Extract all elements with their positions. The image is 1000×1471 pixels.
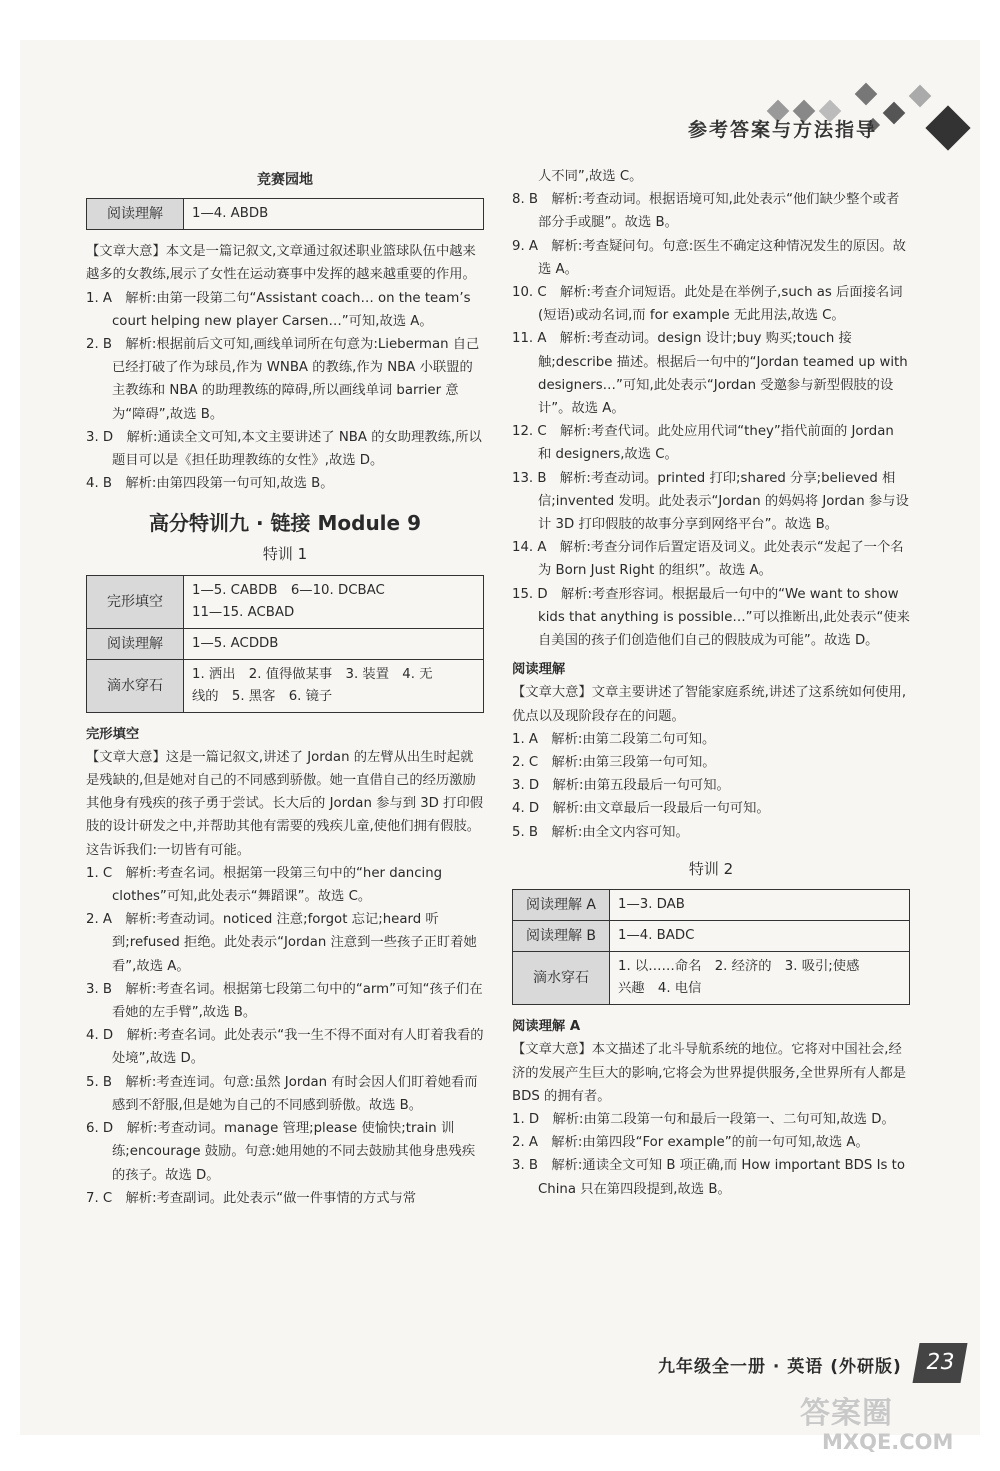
answer-item: 1. A 解析:由第二段第二句可知。 (512, 731, 716, 747)
answer-item: 2. A 解析:由第四段“For example”的前一句可知,故选 A。 (512, 1135, 869, 1151)
table-key: 阅读理解 (87, 628, 184, 659)
right-column (512, 165, 910, 1201)
answer-item: 3. D 解析:由第五段最后一句可知。 (512, 778, 730, 794)
table-key: 滴水穿石 (87, 659, 184, 712)
answer-item: 4. D 解析:考查名词。此处表示“我一生不得不面对有人盯着我看的处境”,故选 D。 (86, 1028, 484, 1067)
article-summary: 【文章大意】文章主要讲述了智能家庭系统,讲述了这系统如何使用,优点以及现阶段存在的问题。 (512, 685, 907, 724)
answer-item: 8. B 解析:考查动词。根据语境可知,此处表示“他们缺少整个或者部分手或腿”。故选 B。 (512, 192, 900, 231)
table-key: 完形填空 (87, 575, 184, 628)
sub-title-training-2: 特训 2 (688, 859, 734, 878)
section-title-contest: 竞赛园地 (257, 172, 313, 188)
answer-table-training-1 (86, 575, 484, 713)
article-summary: 【文章大意】本文描述了北斗导航系统的地位。它将对中国社会,经济的发展产生巨大的影响,它将会为世界提供服务,全世界所有人都是 BDS 的拥有者。 (512, 1042, 907, 1104)
left-column (86, 165, 484, 1210)
table-value-line: 1—3. DAB (618, 897, 685, 913)
answer-item: 4. B 解析:由第四段第一句可知,故选 B。 (86, 476, 334, 492)
table-value: 1—4. ABDB (184, 199, 484, 230)
table-key: 阅读理解 (87, 199, 184, 230)
answer-item: 11. A 解析:考查动词。design 设计;buy 购买;touch 接触;describe 描述。根据后一句中的“Jordan teamed up with designers…”可知,此处表示“Jordan 受邀参与新型假肢的设计”。故选 A。 (512, 331, 908, 417)
article-summary: 【文章大意】这是一篇记叙文,讲述了 Jordan 的左臂从出生时起就是残缺的,但是她对自己的不同感到骄傲。她一直借自己的经历激励其他身有残疾的孩子勇于尝试。长大后的 Jordan 参与到 3D 打印假肢的设计研发之中,并帮助其他有需要的残疾儿童,使他们拥有假肢。这告诉我们:一切皆有可能。 (86, 749, 484, 858)
answer-item: 13. B 解析:考查动词。printed 打印;shared 分享;believed 相信;invented 发明。此处表示“Jordan 的妈妈将 Jordan 参与设计 3D 打印假肢的故事分享到网络平台”。故选 B。 (512, 470, 909, 533)
table-key: 阅读理解 B (513, 921, 610, 952)
table-key: 滴水穿石 (513, 952, 610, 1005)
table-row (87, 199, 484, 230)
table-value-line: 1—4. BADC (618, 928, 695, 944)
answer-item: 9. A 解析:考查疑问句。句意:医生不确定这种情况发生的原因。故选 A。 (512, 238, 906, 277)
answer-item: 4. D 解析:由文章最后一段最后一句可知。 (512, 801, 770, 817)
answer-table-contest (86, 198, 484, 230)
table-value (610, 952, 910, 1005)
table-row (87, 628, 484, 659)
reading-title: 阅读理解 (512, 662, 566, 678)
answer-item: 1. D 解析:由第二段第一句和最后一段第一、二句可知,故选 D。 (512, 1111, 895, 1127)
watermark-logo: 答案圈 (800, 1396, 893, 1431)
module-title: 高分特训九 · 链接 Module 9 (149, 511, 421, 536)
header-title: 参考答案与方法指导 (688, 119, 878, 141)
table-row (87, 659, 484, 712)
answer-item: 12. C 解析:考查代词。此处应用代词“they”指代前面的 Jordan 和 designers,故选 C。 (512, 424, 894, 463)
table-value-line: 兴趣 4. 电信 (618, 981, 702, 997)
answer-item: 10. C 解析:考查介词短语。此处是在举例子,such as 后面接名词(短语)或动名词,而 for example 无此用法,故选 C。 (512, 285, 903, 324)
table-value-line: 1. 洒出 2. 值得做某事 3. 装置 4. 无 (192, 666, 433, 682)
table-value (610, 921, 910, 952)
answer-item: 1. A 解析:由第一段第二句“Assistant coach… on the team’s court helping new player Carsen…”可知,故选 A。 (86, 290, 471, 329)
table-value (184, 659, 484, 712)
reading-a-title: 阅读理解 A (512, 1019, 581, 1035)
answer-item: 15. D 解析:考查形容词。根据最后一句中的“We want to show kids that anything is possible…”可以推断出,此处表示“使来自美国的孩子们创造他们自己的假肢成为可能”。故选 D。 (512, 586, 910, 649)
table-row (513, 921, 910, 952)
answer-item: 5. B 解析:由全文内容可知。 (512, 824, 689, 840)
answer-table-training-2 (512, 889, 910, 1005)
table-row (87, 575, 484, 628)
answer-item: 2. B 解析:根据前后文可知,画线单词所在句意为:Lieberman 自己已经打破了作为球员,作为 WNBA 的教练,作为 NBA 小联盟的主教练和 NBA 的助理教练的障碍,所以画线单词 barrier 意为“障碍”,故选 B。 (86, 337, 480, 422)
table-value (610, 890, 910, 921)
answer-item: 3. B 解析:考查名词。根据第七段第二句中的“arm”可知“孩子们在看她的左手臂”,故选 B。 (86, 981, 483, 1021)
sub-title-training-1: 特训 1 (262, 545, 308, 564)
table-value-line: 线的 5. 黑客 6. 镜子 (192, 688, 333, 704)
answer-item: 6. D 解析:考查动词。manage 管理;please 使愉快;train 训练;encourage 鼓励。句意:她用她的不同去鼓励其他身患残疾的孩子。故选 D。 (86, 1121, 476, 1183)
table-row (513, 890, 910, 921)
answer-item: 14. A 解析:考查分词作后置定语及词义。此处表示“发起了一个名为 Born Just Right 的组织”。故选 A。 (512, 540, 904, 579)
cloze-title: 完形填空 (86, 726, 140, 742)
table-key: 阅读理解 A (513, 890, 610, 921)
table-row (513, 952, 910, 1005)
answer-item: 2. C 解析:由第三段第一句可知。 (512, 755, 716, 771)
watermark-url: MXQE.COM (822, 1430, 954, 1454)
article-summary: 【文章大意】本文是一篇记叙文,文章通过叙述职业篮球队伍中越来越多的女教练,展示了女性在运动赛事中发挥的越来越重要的作用。 (86, 244, 476, 283)
footer-title: 九年级全一册 · 英语 (外研版) (658, 1357, 902, 1377)
answer-item: 5. B 解析:考查连词。句意:虽然 Jordan 有时会因人们盯着她看而感到不舒服,但是她为自己的不同感到骄傲。故选 B。 (86, 1074, 478, 1113)
answer-item: 3. B 解析:通读全文可知 B 项正确,而 How important BDS Is to China 只在第四段提到,故选 B。 (512, 1158, 906, 1197)
answer-item: 1. C 解析:考查名词。根据第一段第三句中的“her dancing clothes”可知,此处表示“舞蹈课”。故选 C。 (86, 865, 443, 905)
table-value-line: 1. 以……命名 2. 经济的 3. 吸引;使感 (618, 959, 860, 975)
table-value-line: 11—15. ACBAD (192, 604, 295, 620)
answer-item: 2. A 解析:考查动词。noticed 注意;forgot 忘记;heard 听到;refused 拒绝。此处表示“Jordan 注意到一些孩子正盯着她看”,故选 A。 (86, 912, 477, 974)
table-value (184, 575, 484, 628)
table-value-line: 1—5. CABDB 6—10. DCBAC (192, 582, 385, 598)
answer-item: 3. D 解析:通读全文可知,本文主要讲述了 NBA 的女助理教练,所以题目可以是《担任助理教练的女性》,故选 D。 (86, 429, 482, 469)
page-number: 23 (912, 1343, 967, 1383)
answer-item: 7. C 解析:考查副词。此处表示“做一件事情的方式与常 (86, 1190, 417, 1206)
table-value-line: 1—5. ACDDB (192, 635, 279, 651)
answer-item-continued: 人不同”,故选 C。 (538, 169, 643, 184)
table-value (184, 628, 484, 659)
